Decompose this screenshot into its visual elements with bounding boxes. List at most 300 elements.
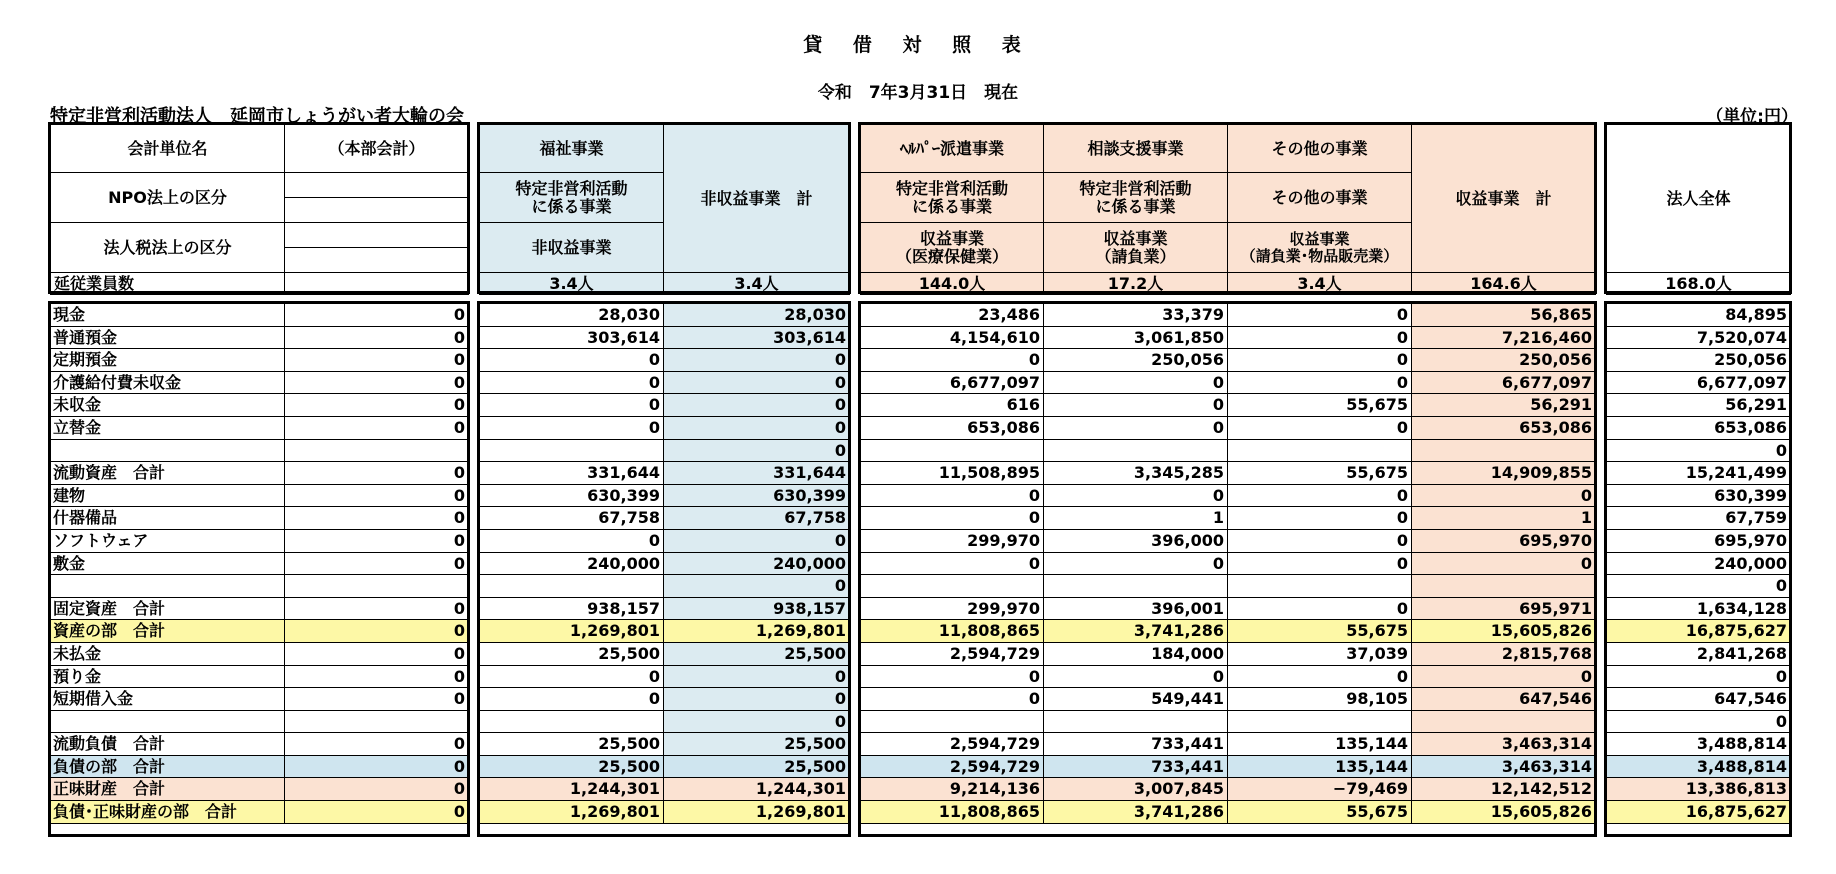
cell-profit-total: 1 bbox=[1412, 507, 1596, 530]
table-row bbox=[1607, 326, 1791, 349]
cell-other bbox=[1228, 575, 1412, 598]
fukushi-header: 福祉事業 bbox=[480, 125, 664, 173]
table-row bbox=[51, 620, 469, 643]
cell-fukushi: 240,000 bbox=[480, 552, 664, 575]
cell-helper bbox=[861, 439, 1044, 462]
cell-helper: 0 bbox=[861, 349, 1044, 372]
table-row bbox=[51, 326, 469, 349]
cell-profit-total: 0 bbox=[1412, 552, 1596, 575]
row-label: 流動資産 合計 bbox=[51, 462, 285, 485]
row-label bbox=[51, 710, 285, 733]
cell-helper: 0 bbox=[861, 484, 1044, 507]
row-label bbox=[51, 439, 285, 462]
other-tax-class: 収益事業 （請負業･物品販売業） bbox=[1228, 223, 1412, 273]
cell-other: 55,675 bbox=[1228, 620, 1412, 643]
cell-soudan bbox=[1044, 439, 1228, 462]
cell-honbu: 0 bbox=[285, 778, 469, 801]
cell-fukushi: 0 bbox=[480, 529, 664, 552]
cell-soudan: 3,007,845 bbox=[1044, 778, 1228, 801]
cell-corp-total: 0 bbox=[1607, 439, 1791, 462]
cell-helper: 299,970 bbox=[861, 529, 1044, 552]
cell-helper: 11,808,865 bbox=[861, 620, 1044, 643]
cell-nonprofit-total: 0 bbox=[664, 710, 850, 733]
cell-honbu: 0 bbox=[285, 507, 469, 530]
table-row bbox=[861, 801, 1596, 824]
cell-profit-total bbox=[1412, 439, 1596, 462]
cell-corp-total: 3,488,814 bbox=[1607, 733, 1791, 756]
table-row bbox=[861, 575, 1596, 598]
table-row bbox=[480, 394, 850, 417]
cell-other: 0 bbox=[1228, 371, 1412, 394]
cell-honbu: 0 bbox=[285, 801, 469, 824]
cell-nonprofit-total: 0 bbox=[664, 394, 850, 417]
cell-profit-total: 14,909,855 bbox=[1412, 462, 1596, 485]
table-row bbox=[1607, 778, 1791, 801]
table-row bbox=[480, 597, 850, 620]
cell-other: 55,675 bbox=[1228, 394, 1412, 417]
cell-fukushi: 0 bbox=[480, 394, 664, 417]
npo-class-label: NPO法上の区分 bbox=[51, 173, 285, 223]
row-label: 什器備品 bbox=[51, 507, 285, 530]
header-left-table bbox=[50, 124, 469, 295]
other-npo-class: その他の事業 bbox=[1228, 173, 1412, 223]
cell-profit-total: 7,216,460 bbox=[1412, 326, 1596, 349]
cell-profit-total: 0 bbox=[1412, 484, 1596, 507]
cell-profit-total: 6,677,097 bbox=[1412, 371, 1596, 394]
cell-soudan: 549,441 bbox=[1044, 688, 1228, 711]
cell-corp-total: 2,841,268 bbox=[1607, 642, 1791, 665]
cell-corp-total: 0 bbox=[1607, 575, 1791, 598]
cell-nonprofit-total: 0 bbox=[664, 575, 850, 598]
cell-profit-total: 56,865 bbox=[1412, 304, 1596, 327]
cell-helper: 9,214,136 bbox=[861, 778, 1044, 801]
cell-helper: 2,594,729 bbox=[861, 642, 1044, 665]
cell-soudan: 0 bbox=[1044, 394, 1228, 417]
table-row bbox=[480, 620, 850, 643]
cell-fukushi: 0 bbox=[480, 349, 664, 372]
table-row bbox=[861, 778, 1596, 801]
table-row bbox=[861, 710, 1596, 733]
cell-other: 0 bbox=[1228, 416, 1412, 439]
cell-soudan: 1 bbox=[1044, 507, 1228, 530]
cell-corp-total: 630,399 bbox=[1607, 484, 1791, 507]
report-date: 令和 7年3月31日 現在 bbox=[817, 83, 1019, 103]
employees-label: 延従業員数 bbox=[51, 273, 285, 295]
cell-nonprofit-total: 0 bbox=[664, 416, 850, 439]
cell-nonprofit-total: 1,269,801 bbox=[664, 620, 850, 643]
cell-profit-total: 2,815,768 bbox=[1412, 642, 1596, 665]
cell-soudan: 3,741,286 bbox=[1044, 801, 1228, 824]
cell-other: 0 bbox=[1228, 552, 1412, 575]
header-nonprofit-table bbox=[479, 124, 850, 295]
table-row bbox=[1607, 620, 1791, 643]
cell-fukushi bbox=[480, 439, 664, 462]
fukushi-tax-class: 非収益事業 bbox=[480, 223, 664, 273]
table-row bbox=[1607, 529, 1791, 552]
row-label: 正味財産 合計 bbox=[51, 778, 285, 801]
cell-other: 37,039 bbox=[1228, 642, 1412, 665]
table-row bbox=[1607, 416, 1791, 439]
cell-profit-total: 12,142,512 bbox=[1412, 778, 1596, 801]
table-row bbox=[861, 439, 1596, 462]
cell-helper: 0 bbox=[861, 507, 1044, 530]
cell-helper: 0 bbox=[861, 688, 1044, 711]
row-label: 介護給付費未収金 bbox=[51, 371, 285, 394]
table-row bbox=[1607, 733, 1791, 756]
cell-soudan: 396,000 bbox=[1044, 529, 1228, 552]
cell-profit-total: 3,463,314 bbox=[1412, 755, 1596, 778]
cell-corp-total: 250,056 bbox=[1607, 349, 1791, 372]
cell-helper: 11,808,865 bbox=[861, 801, 1044, 824]
cell-other: 0 bbox=[1228, 507, 1412, 530]
table-row bbox=[861, 462, 1596, 485]
cell-profit-total: 0 bbox=[1412, 665, 1596, 688]
cell-nonprofit-total: 0 bbox=[664, 529, 850, 552]
cell-corp-total: 16,875,627 bbox=[1607, 801, 1791, 824]
cell-corp-total: 647,546 bbox=[1607, 688, 1791, 711]
cell-other: 0 bbox=[1228, 597, 1412, 620]
data-table-group-1 bbox=[50, 303, 469, 824]
table-row bbox=[51, 304, 469, 327]
cell-nonprofit-total: 938,157 bbox=[664, 597, 850, 620]
table-row bbox=[480, 575, 850, 598]
table-row bbox=[1607, 484, 1791, 507]
table-row bbox=[51, 529, 469, 552]
cell-honbu: 0 bbox=[285, 665, 469, 688]
cell-honbu: 0 bbox=[285, 484, 469, 507]
cell-nonprofit-total: 25,500 bbox=[664, 642, 850, 665]
table-row bbox=[51, 801, 469, 824]
cell-fukushi: 0 bbox=[480, 371, 664, 394]
table-row bbox=[1607, 642, 1791, 665]
table-row bbox=[1607, 394, 1791, 417]
table-row bbox=[861, 394, 1596, 417]
cell-honbu: 0 bbox=[285, 597, 469, 620]
cell-helper: 0 bbox=[861, 665, 1044, 688]
cell-other: 98,105 bbox=[1228, 688, 1412, 711]
cell-soudan: 396,001 bbox=[1044, 597, 1228, 620]
row-label: 流動負債 合計 bbox=[51, 733, 285, 756]
cell-honbu: 0 bbox=[285, 688, 469, 711]
cell-profit-total: 15,605,826 bbox=[1412, 801, 1596, 824]
cell-helper: 6,677,097 bbox=[861, 371, 1044, 394]
row-label: 建物 bbox=[51, 484, 285, 507]
table-row bbox=[480, 688, 850, 711]
cell-other: 55,675 bbox=[1228, 801, 1412, 824]
cell-fukushi bbox=[480, 575, 664, 598]
cell-fukushi bbox=[480, 710, 664, 733]
cell-soudan bbox=[1044, 575, 1228, 598]
table-row bbox=[480, 529, 850, 552]
table-row bbox=[861, 688, 1596, 711]
table-row bbox=[861, 755, 1596, 778]
cell-soudan: 250,056 bbox=[1044, 349, 1228, 372]
cell-profit-total bbox=[1412, 710, 1596, 733]
table-row bbox=[51, 416, 469, 439]
cell-soudan: 0 bbox=[1044, 552, 1228, 575]
cell-honbu: 0 bbox=[285, 529, 469, 552]
table-row bbox=[480, 733, 850, 756]
cell-fukushi: 0 bbox=[480, 688, 664, 711]
row-label: 預り金 bbox=[51, 665, 285, 688]
cell-nonprofit-total: 0 bbox=[664, 349, 850, 372]
table-row bbox=[51, 552, 469, 575]
table-row bbox=[480, 304, 850, 327]
cell-soudan bbox=[1044, 710, 1228, 733]
table-row bbox=[861, 349, 1596, 372]
cell-profit-total: 3,463,314 bbox=[1412, 733, 1596, 756]
row-label: 固定資産 合計 bbox=[51, 597, 285, 620]
cell-helper: 11,508,895 bbox=[861, 462, 1044, 485]
cell-other: 0 bbox=[1228, 304, 1412, 327]
table-row bbox=[1607, 597, 1791, 620]
cell-soudan: 33,379 bbox=[1044, 304, 1228, 327]
table-row bbox=[1607, 349, 1791, 372]
table-row bbox=[51, 710, 469, 733]
cell-helper: 616 bbox=[861, 394, 1044, 417]
table-row bbox=[1607, 710, 1791, 733]
cell-fukushi: 67,758 bbox=[480, 507, 664, 530]
table-row bbox=[51, 394, 469, 417]
cell-nonprofit-total: 0 bbox=[664, 439, 850, 462]
cell-honbu: 0 bbox=[285, 620, 469, 643]
cell-profit-total bbox=[1412, 575, 1596, 598]
page-title: 貸 借 対 照 表 bbox=[803, 34, 1033, 56]
nonprofit-total-header: 非収益事業 計 bbox=[664, 125, 850, 273]
table-row bbox=[861, 371, 1596, 394]
table-row bbox=[1607, 507, 1791, 530]
table-row bbox=[861, 642, 1596, 665]
cell-soudan: 733,441 bbox=[1044, 733, 1228, 756]
cell-fukushi: 1,269,801 bbox=[480, 801, 664, 824]
cell-other: 55,675 bbox=[1228, 462, 1412, 485]
cell-nonprofit-total: 303,614 bbox=[664, 326, 850, 349]
row-label: 現金 bbox=[51, 304, 285, 327]
table-row bbox=[861, 597, 1596, 620]
cell-honbu: 0 bbox=[285, 304, 469, 327]
cell-fukushi: 1,269,801 bbox=[480, 620, 664, 643]
row-label: 資産の部 合計 bbox=[51, 620, 285, 643]
table-row bbox=[861, 416, 1596, 439]
cell-other: 0 bbox=[1228, 326, 1412, 349]
cell-fukushi: 938,157 bbox=[480, 597, 664, 620]
cell-honbu: 0 bbox=[285, 326, 469, 349]
cell-fukushi: 28,030 bbox=[480, 304, 664, 327]
row-label: 負債･正味財産の部 合計 bbox=[51, 801, 285, 824]
table-row bbox=[51, 755, 469, 778]
employees-helper: 144.0人 bbox=[861, 273, 1044, 295]
cell-other: 0 bbox=[1228, 665, 1412, 688]
soudan-header: 相談支援事業 bbox=[1044, 125, 1228, 173]
cell-honbu: 0 bbox=[285, 462, 469, 485]
soudan-npo-class: 特定非営利活動 に係る事業 bbox=[1044, 173, 1228, 223]
cell-fukushi: 0 bbox=[480, 665, 664, 688]
header-corp-table bbox=[1606, 124, 1791, 295]
cell-nonprofit-total: 25,500 bbox=[664, 733, 850, 756]
organization-name: 特定非営利活動法人 延岡市しょうがい者大輪の会 bbox=[50, 106, 464, 127]
table-row bbox=[51, 733, 469, 756]
cell-corp-total: 653,086 bbox=[1607, 416, 1791, 439]
row-label bbox=[51, 575, 285, 598]
cell-honbu: 0 bbox=[285, 552, 469, 575]
helper-tax-class: 収益事業 （医療保健業） bbox=[861, 223, 1044, 273]
cell-honbu: 0 bbox=[285, 349, 469, 372]
employees-profit-total: 164.6人 bbox=[1412, 273, 1596, 295]
cell-soudan: 733,441 bbox=[1044, 755, 1228, 778]
cell-soudan: 3,061,850 bbox=[1044, 326, 1228, 349]
table-row bbox=[51, 507, 469, 530]
fukushi-npo-class: 特定非営利活動 に係る事業 bbox=[480, 173, 664, 223]
cell-nonprofit-total: 0 bbox=[664, 688, 850, 711]
table-row bbox=[51, 371, 469, 394]
cell-other: 0 bbox=[1228, 349, 1412, 372]
cell-nonprofit-total: 630,399 bbox=[664, 484, 850, 507]
cell-fukushi: 0 bbox=[480, 416, 664, 439]
cell-honbu bbox=[285, 575, 469, 598]
cell-profit-total: 250,056 bbox=[1412, 349, 1596, 372]
cell-fukushi: 25,500 bbox=[480, 733, 664, 756]
table-row bbox=[1607, 688, 1791, 711]
row-label: ソフトウェア bbox=[51, 529, 285, 552]
data-table-group-4 bbox=[1606, 303, 1791, 824]
cell-honbu: 0 bbox=[285, 416, 469, 439]
cell-honbu bbox=[285, 710, 469, 733]
helper-npo-class: 特定非営利活動 に係る事業 bbox=[861, 173, 1044, 223]
cell-nonprofit-total: 331,644 bbox=[664, 462, 850, 485]
cell-nonprofit-total: 0 bbox=[664, 665, 850, 688]
profit-total-header: 収益事業 計 bbox=[1412, 125, 1596, 273]
cell-corp-total: 13,386,813 bbox=[1607, 778, 1791, 801]
cell-corp-total: 695,970 bbox=[1607, 529, 1791, 552]
table-row bbox=[51, 439, 469, 462]
cell-nonprofit-total: 0 bbox=[664, 371, 850, 394]
employees-nonprofit-total: 3.4人 bbox=[664, 273, 850, 295]
table-row bbox=[480, 778, 850, 801]
cell-helper: 2,594,729 bbox=[861, 755, 1044, 778]
cell-soudan: 3,741,286 bbox=[1044, 620, 1228, 643]
table-row bbox=[480, 665, 850, 688]
table-row bbox=[51, 688, 469, 711]
cell-corp-total: 0 bbox=[1607, 665, 1791, 688]
cell-honbu: 0 bbox=[285, 733, 469, 756]
cell-helper: 653,086 bbox=[861, 416, 1044, 439]
header-profit-table bbox=[860, 124, 1596, 295]
employees-fukushi: 3.4人 bbox=[480, 273, 664, 295]
cell-helper: 0 bbox=[861, 552, 1044, 575]
cell-soudan: 0 bbox=[1044, 371, 1228, 394]
table-row bbox=[51, 484, 469, 507]
table-row bbox=[51, 642, 469, 665]
table-row bbox=[1607, 755, 1791, 778]
cell-other: 135,144 bbox=[1228, 755, 1412, 778]
cell-nonprofit-total: 240,000 bbox=[664, 552, 850, 575]
table-row bbox=[1607, 371, 1791, 394]
cell-corp-total: 7,520,074 bbox=[1607, 326, 1791, 349]
data-table-group-2 bbox=[479, 303, 850, 824]
cell-honbu bbox=[285, 439, 469, 462]
cell-nonprofit-total: 67,758 bbox=[664, 507, 850, 530]
cell-fukushi: 25,500 bbox=[480, 755, 664, 778]
employees-corp-total: 168.0人 bbox=[1607, 273, 1791, 295]
row-label: 未払金 bbox=[51, 642, 285, 665]
cell-corp-total: 56,291 bbox=[1607, 394, 1791, 417]
cell-soudan: 0 bbox=[1044, 484, 1228, 507]
cell-corp-total: 240,000 bbox=[1607, 552, 1791, 575]
table-row bbox=[480, 371, 850, 394]
table-row bbox=[480, 326, 850, 349]
cell-helper: 2,594,729 bbox=[861, 733, 1044, 756]
honbu-header: （本部会計） bbox=[285, 125, 469, 173]
table-row bbox=[861, 529, 1596, 552]
cell-profit-total: 695,971 bbox=[1412, 597, 1596, 620]
cell-profit-total: 56,291 bbox=[1412, 394, 1596, 417]
table-row bbox=[480, 710, 850, 733]
table-row bbox=[861, 484, 1596, 507]
row-label: 定期預金 bbox=[51, 349, 285, 372]
other-header: その他の事業 bbox=[1228, 125, 1412, 173]
cell-fukushi: 331,644 bbox=[480, 462, 664, 485]
table-row bbox=[861, 304, 1596, 327]
table-row bbox=[861, 665, 1596, 688]
table-row bbox=[861, 733, 1596, 756]
cell-other bbox=[1228, 439, 1412, 462]
cell-helper: 4,154,610 bbox=[861, 326, 1044, 349]
cell-honbu: 0 bbox=[285, 642, 469, 665]
cell-fukushi: 25,500 bbox=[480, 642, 664, 665]
table-row bbox=[51, 665, 469, 688]
cell-honbu: 0 bbox=[285, 394, 469, 417]
cell-profit-total: 695,970 bbox=[1412, 529, 1596, 552]
employees-honbu bbox=[285, 273, 469, 295]
table-row bbox=[861, 620, 1596, 643]
soudan-tax-class: 収益事業 （請負業） bbox=[1044, 223, 1228, 273]
cell-nonprofit-total: 28,030 bbox=[664, 304, 850, 327]
cell-other: 0 bbox=[1228, 484, 1412, 507]
table-row bbox=[861, 552, 1596, 575]
table-row bbox=[480, 462, 850, 485]
row-label: 未収金 bbox=[51, 394, 285, 417]
cell-nonprofit-total: 25,500 bbox=[664, 755, 850, 778]
table-row bbox=[1607, 462, 1791, 485]
cell-helper bbox=[861, 710, 1044, 733]
table-row bbox=[861, 326, 1596, 349]
cell-fukushi: 1,244,301 bbox=[480, 778, 664, 801]
cell-corp-total: 67,759 bbox=[1607, 507, 1791, 530]
unit-label: （単位:円） bbox=[1706, 107, 1798, 127]
cell-corp-total: 15,241,499 bbox=[1607, 462, 1791, 485]
cell-profit-total: 647,546 bbox=[1412, 688, 1596, 711]
data-table-group-3 bbox=[860, 303, 1596, 824]
cell-other: 0 bbox=[1228, 529, 1412, 552]
cell-soudan: 0 bbox=[1044, 665, 1228, 688]
corp-total-header: 法人全体 bbox=[1607, 125, 1791, 273]
helper-header: ﾍﾙﾊﾟｰ派遣事業 bbox=[861, 125, 1044, 173]
row-label: 短期借入金 bbox=[51, 688, 285, 711]
table-row bbox=[861, 507, 1596, 530]
cell-profit-total: 653,086 bbox=[1412, 416, 1596, 439]
cell-soudan: 0 bbox=[1044, 416, 1228, 439]
cell-corp-total: 6,677,097 bbox=[1607, 371, 1791, 394]
table-row bbox=[480, 439, 850, 462]
cell-soudan: 184,000 bbox=[1044, 642, 1228, 665]
cell-helper bbox=[861, 575, 1044, 598]
table-row bbox=[480, 507, 850, 530]
cell-corp-total: 0 bbox=[1607, 710, 1791, 733]
cell-helper: 23,486 bbox=[861, 304, 1044, 327]
row-label: 敷金 bbox=[51, 552, 285, 575]
table-row bbox=[1607, 439, 1791, 462]
table-row bbox=[480, 349, 850, 372]
